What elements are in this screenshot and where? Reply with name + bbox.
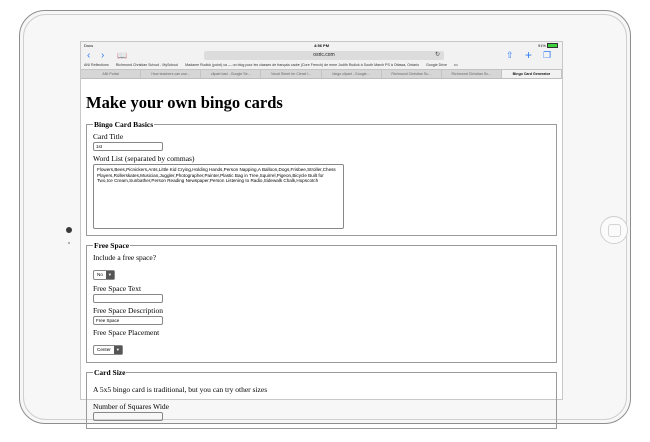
bookmark-more[interactable]: ••• [454, 63, 458, 67]
status-battery: 91% [538, 43, 558, 48]
tabs-icon[interactable]: ❐ [543, 50, 552, 60]
squares-wide-label: Number of Squares Wide [93, 402, 169, 411]
reload-icon[interactable]: ↻ [434, 52, 440, 58]
home-button[interactable] [600, 216, 628, 244]
bookmark-item[interactable]: ANI Reflections [84, 63, 109, 67]
battery-icon [547, 43, 558, 48]
sensor [68, 242, 70, 244]
status-carrier: Docs [84, 43, 94, 48]
free-space-placement-label: Free Space Placement [93, 328, 160, 337]
basics-fieldset [86, 120, 557, 236]
browser-tab[interactable]: bingo clipart - Google... [322, 70, 382, 78]
free-space-fieldset [86, 241, 557, 363]
bookmark-item[interactable]: Richmond Christian School - MySchool [115, 63, 179, 67]
page-title: Make your own bingo cards [86, 93, 283, 112]
free-space-text-label: Free Space Text [93, 284, 142, 293]
browser-tab[interactable]: Vocal Sheet for Clerat I... [261, 70, 321, 78]
card-size-legend: Card Size [94, 368, 126, 377]
card-size-fieldset [86, 368, 557, 429]
browser-tab-active[interactable]: Bingo Card Generator [502, 70, 562, 78]
bookmarks-icon[interactable]: 📖 [117, 51, 127, 60]
bookmarks-bar [81, 62, 562, 69]
back-button[interactable]: ‹ [87, 50, 91, 61]
include-free-space-value: No [97, 272, 103, 277]
free-space-desc-input[interactable]: Free Space [93, 316, 163, 325]
chevron-down-icon: ▼ [114, 346, 122, 354]
squares-wide-input[interactable] [93, 412, 163, 421]
browser-tab[interactable]: clipart bad - Google Se... [201, 70, 261, 78]
camera [66, 227, 72, 233]
browser-toolbar [81, 49, 562, 62]
tab-bar [81, 69, 562, 79]
basics-legend: Bingo Card Basics [94, 120, 154, 129]
chevron-down-icon: ▼ [106, 271, 114, 279]
free-space-placement-value: Center [97, 347, 111, 352]
free-space-text-input[interactable] [93, 294, 163, 303]
include-free-space-label: Include a free space? [93, 253, 157, 262]
browser-tab[interactable]: Richmond Christian Sc... [442, 70, 502, 78]
card-size-note: A 5x5 bingo card is traditional, but you can try other sizes [93, 385, 268, 394]
address-bar[interactable] [204, 51, 444, 60]
url-text: osric.com [313, 52, 335, 58]
add-tab-icon[interactable]: + [525, 48, 533, 62]
share-icon[interactable]: ⇧ [506, 50, 514, 60]
screen [80, 41, 563, 411]
browser-tab[interactable]: ANI Portal [81, 70, 141, 78]
status-time: 4:56 PM [313, 43, 330, 48]
card-title-input[interactable]: 1st [93, 142, 163, 151]
free-space-desc-label: Free Space Description [93, 306, 163, 315]
bookmark-item[interactable]: Madame Rudick (point) ca — un blog pour les classes de français cadre (Core French) de mme Judith Rudick à South March PS à Ottawa, Ontario [185, 63, 420, 67]
word-list-textarea[interactable]: Flowers,Bees,Picnickers,Ants,Little Kid Crying,Holding Hands,Person Napping,A Balloon,Dogs,Frisbee,Stroller,Chess Players,Rollerskates,Musician,Juggler,Photographer,Painter,Plastic Bag in Tree,Squirrel,Pigeon,Bicycle Built for Two,Ice Cream,Sunbather,Person Reading Newspaper,Person Listening to Radio,Sidewalk Chalk,Hopscotch [93, 164, 344, 229]
bookmark-item[interactable]: Google Drive [426, 63, 447, 67]
include-free-space-select[interactable] [93, 270, 115, 280]
forward-button[interactable]: › [101, 50, 105, 61]
card-title-label: Card Title [93, 132, 124, 141]
page-content [81, 79, 562, 429]
free-space-legend: Free Space [94, 241, 130, 250]
word-list-label: Word List (separated by commas) [93, 154, 195, 163]
status-bar [81, 42, 562, 49]
free-space-placement-select[interactable] [93, 345, 123, 355]
browser-tab[interactable]: Richmond Christian Sc... [382, 70, 442, 78]
browser-tab[interactable]: How teachers can use... [141, 70, 201, 78]
